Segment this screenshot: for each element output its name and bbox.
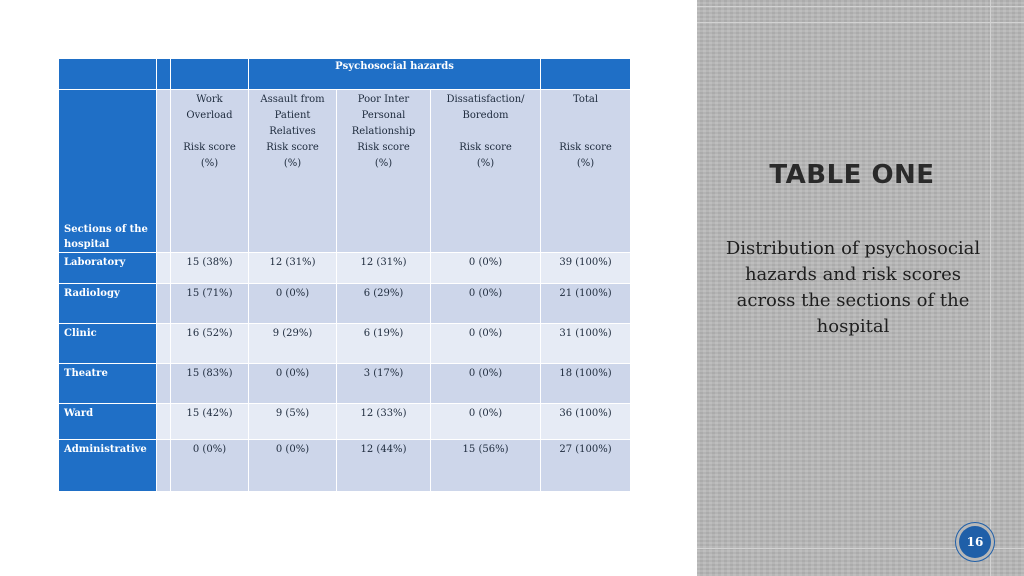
table-cell: 0 (0%)	[275, 444, 310, 455]
table-cell: 18 (100%)	[559, 368, 612, 379]
column-header-line: (%)	[476, 158, 495, 169]
column-header-line	[171, 124, 248, 140]
column-header-line: Personal	[361, 110, 406, 121]
table-cell: 15 (56%)	[462, 444, 509, 455]
column-header-line: (%)	[374, 158, 393, 169]
col-assault	[249, 90, 337, 253]
col-dissatisfaction	[431, 90, 541, 253]
section-name: Laboratory	[64, 257, 126, 268]
table-cell: 0 (0%)	[275, 288, 310, 299]
table-cell: 0 (0%)	[468, 368, 503, 379]
table-header-row	[59, 59, 631, 90]
column-header-line: Risk score	[459, 142, 512, 153]
section-name: Clinic	[64, 328, 97, 339]
table-cell: 27 (100%)	[559, 444, 612, 455]
table-cell: 0 (0%)	[468, 408, 503, 419]
column-header-line: (%)	[283, 158, 302, 169]
slide-title: TABLE ONE	[769, 160, 935, 190]
table-row	[59, 364, 631, 404]
section-name: Theatre	[64, 368, 108, 379]
column-header-line	[431, 124, 540, 140]
divider	[697, 22, 1024, 23]
table-cell: 9 (5%)	[275, 408, 310, 419]
column-header-line: Boredom	[462, 110, 509, 121]
section-name: Ward	[64, 408, 94, 419]
column-header-line	[541, 108, 630, 124]
column-header-line: Overload	[186, 110, 233, 121]
table-cell: 0 (0%)	[468, 328, 503, 339]
column-header-line	[541, 124, 630, 140]
table-cell: 15 (38%)	[186, 257, 233, 268]
table-cell: 0 (0%)	[192, 444, 227, 455]
column-header-line: Poor Inter	[357, 94, 410, 105]
table-cell: 12 (33%)	[360, 408, 407, 419]
col-work-overload	[171, 90, 249, 253]
column-header-line: Total	[572, 94, 599, 105]
column-header-line: (%)	[200, 158, 219, 169]
table-cell: 39 (100%)	[559, 257, 612, 268]
hazards-table	[58, 58, 631, 492]
table-row	[59, 404, 631, 440]
section-name: Radiology	[64, 288, 120, 299]
table-row	[59, 284, 631, 324]
section-label: Sections of the hospital	[64, 224, 148, 250]
side-panel	[697, 0, 1024, 576]
column-header-line: Risk score	[266, 142, 319, 153]
table-cell: 12 (31%)	[269, 257, 316, 268]
column-header-line: Assault from	[260, 94, 325, 105]
column-header-line: Risk score	[183, 142, 236, 153]
table-row	[59, 440, 631, 492]
table-cell: 6 (19%)	[363, 328, 404, 339]
table-row	[59, 253, 631, 284]
table-cell: 9 (29%)	[272, 328, 313, 339]
page-number-badge: 16	[959, 526, 991, 558]
table-cell: 12 (31%)	[360, 257, 407, 268]
table-cell: 15 (42%)	[186, 408, 233, 419]
col-total	[541, 90, 631, 253]
column-header-line: (%)	[576, 158, 595, 169]
table-cell: 21 (100%)	[559, 288, 612, 299]
column-header-line: Relationship	[351, 126, 416, 137]
table-row	[59, 324, 631, 364]
col-poor-relationship	[337, 90, 431, 253]
table-cell: 0 (0%)	[468, 257, 503, 268]
table-cell: 0 (0%)	[275, 368, 310, 379]
column-header-line: Patient	[274, 110, 311, 121]
table-cell: 12 (44%)	[360, 444, 407, 455]
column-header-line: Risk score	[357, 142, 410, 153]
column-header-line: Risk score	[559, 142, 612, 153]
table-cell: 6 (29%)	[363, 288, 404, 299]
section-name: Administrative	[64, 444, 147, 455]
column-header-line: Relatives	[269, 126, 316, 137]
table-cell: 3 (17%)	[363, 368, 404, 379]
column-header-line: Dissatisfaction/	[446, 94, 525, 105]
table-cell: 36 (100%)	[559, 408, 612, 419]
table-cell: 15 (83%)	[186, 368, 233, 379]
header-title: Psychosocial hazards	[249, 59, 541, 90]
slide-description: Distribution of psychosocial hazards and risk scores across the sections of the hospital	[725, 238, 981, 337]
divider	[697, 6, 1024, 7]
table-cell: 0 (0%)	[468, 288, 503, 299]
table-cell: 15 (71%)	[186, 288, 233, 299]
column-header-row	[59, 90, 631, 253]
table-cell: 31 (100%)	[559, 328, 612, 339]
table-cell: 16 (52%)	[186, 328, 233, 339]
column-header-line: Work	[196, 94, 223, 105]
